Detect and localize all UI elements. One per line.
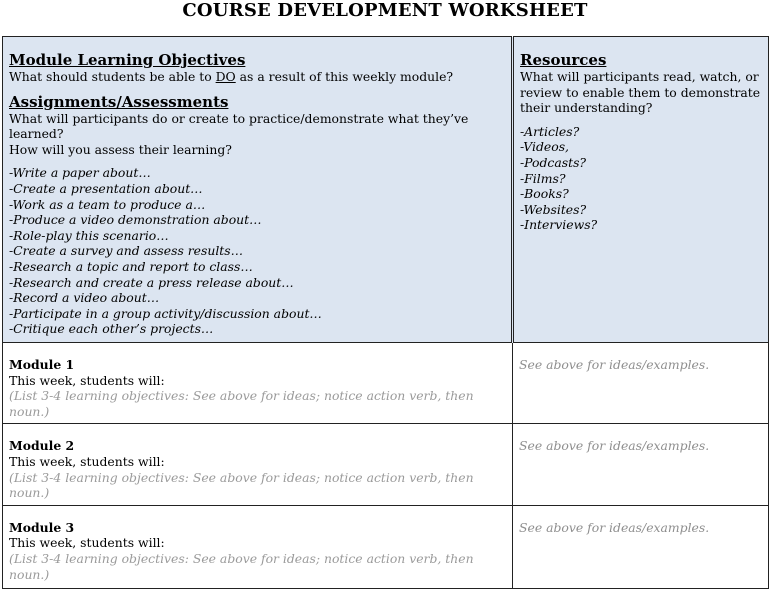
list-item: -Produce a video demonstration about… [9, 212, 262, 228]
module-2-resources-cell[interactable] [513, 424, 769, 505]
module-row-1 [3, 343, 769, 424]
module-row-2 [3, 424, 769, 505]
list-item: -Critique each other’s projects… [9, 321, 214, 337]
module-title: Module 3 [9, 519, 75, 535]
resources-heading: Resources [520, 51, 607, 69]
list-item: -Films? [520, 170, 566, 186]
list-item: -Role-play this scenario… [9, 227, 169, 243]
module-2-objectives-cell[interactable] [3, 424, 513, 505]
list-item: -Books? [520, 186, 569, 202]
module-title: Module 2 [9, 438, 75, 454]
page-title: COURSE DEVELOPMENT WORKSHEET [182, 0, 588, 21]
list-item: -Work as a team to produce a… [9, 196, 206, 212]
header-row [3, 37, 769, 343]
module-intro: This week, students will: [9, 453, 165, 469]
module-1-resources-cell[interactable] [513, 343, 769, 424]
worksheet-table [2, 36, 769, 589]
objectives-assignments-cell [3, 37, 513, 343]
module-3-objectives-cell[interactable] [3, 505, 513, 588]
module-hint: (List 3-4 learning objectives: See above for ideas; notice action verb, then noun.) [9, 388, 474, 419]
assignments-question-1: What will participants do or create to practice/demonstrate what they’ve learned? [9, 110, 469, 142]
list-item: -Write a paper about… [9, 165, 151, 181]
list-item: -Articles? [520, 123, 580, 139]
resources-hint: See above for ideas/examples. [519, 357, 710, 372]
list-item: -Research and create a press release about… [9, 274, 294, 290]
objectives-heading: Module Learning Objectives [9, 51, 246, 69]
list-item: -Interviews? [520, 217, 598, 233]
list-item: -Videos, [520, 139, 569, 155]
list-item: -Research a topic and report to class… [9, 258, 253, 274]
module-row-3 [3, 505, 769, 588]
module-intro: This week, students will: [9, 372, 165, 388]
assignments-question-2: How will you assess their learning? [9, 141, 232, 157]
list-item: -Record a video about… [9, 290, 160, 306]
module-hint: (List 3-4 learning objectives: See above for ideas; notice action verb, then noun.) [9, 469, 474, 501]
list-item: -Participate in a group activity/discussion about… [9, 305, 322, 321]
module-title: Module 1 [9, 357, 75, 372]
list-item: -Create a survey and assess results… [9, 243, 244, 259]
list-item: -Podcasts? [520, 154, 587, 170]
module-intro: This week, students will: [9, 535, 165, 551]
resources-examples-list [520, 124, 762, 233]
objectives-question: What should students be able to DO as a result of this weekly module? [9, 69, 454, 84]
assignments-heading: Assignments/Assessments [9, 92, 229, 111]
resources-question: What will participants read, watch, or review to enable them to demonstrate their understanding? [520, 69, 761, 116]
resources-cell [513, 37, 769, 343]
resources-hint: See above for ideas/examples. [519, 438, 710, 454]
module-1-objectives-cell[interactable] [3, 343, 513, 424]
list-item: -Websites? [520, 201, 587, 217]
module-hint: (List 3-4 learning objectives: See above for ideas; notice action verb, then noun.) [9, 550, 474, 582]
module-3-resources-cell[interactable] [513, 505, 769, 588]
list-item: -Create a presentation about… [9, 180, 203, 196]
assignments-examples-list [9, 165, 505, 337]
resources-hint: See above for ideas/examples. [519, 519, 710, 535]
